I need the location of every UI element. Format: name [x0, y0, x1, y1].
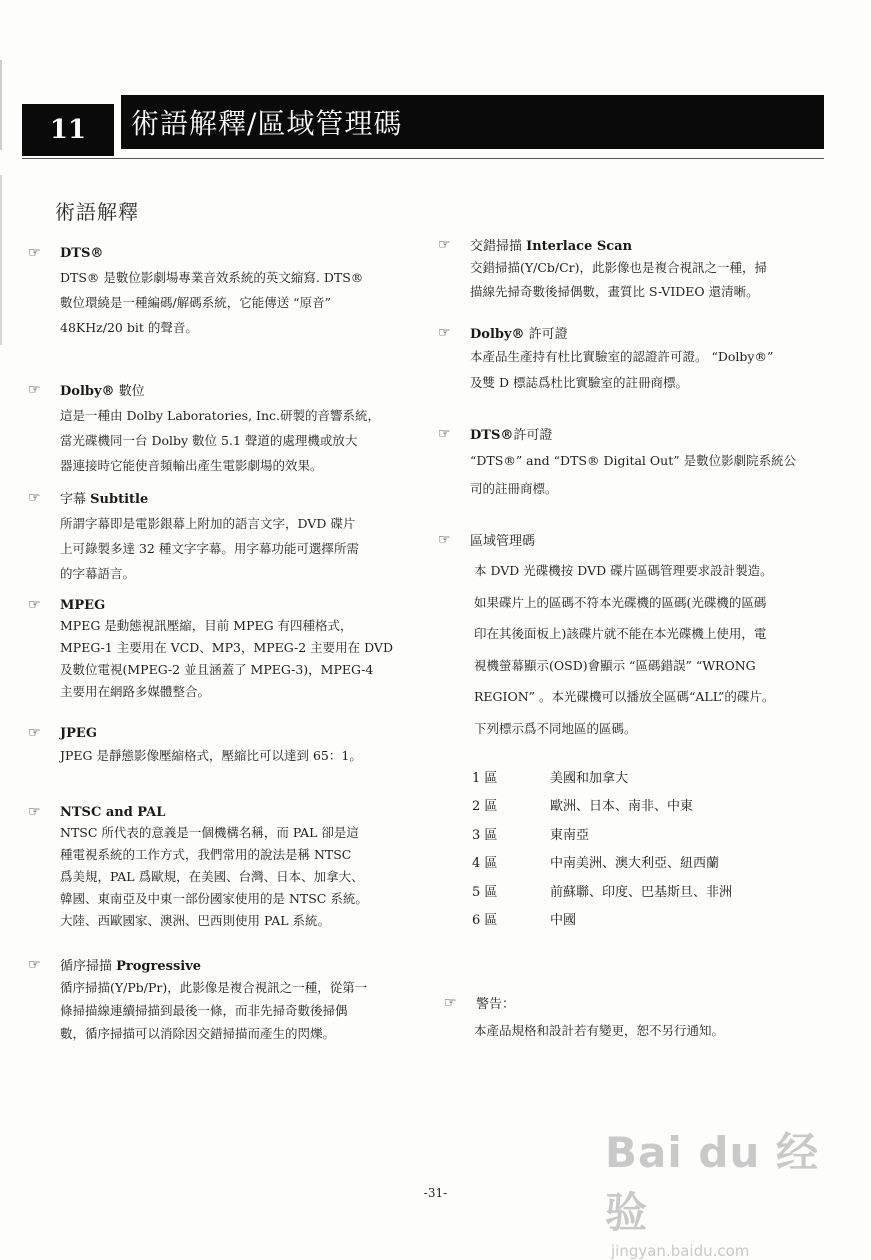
table-row: [472, 762, 732, 791]
region-code: 3 區: [472, 827, 498, 843]
entry-title: DTS®許可證: [470, 428, 553, 443]
pointing-hand-icon: ☞: [438, 236, 451, 253]
entry-interlace-scan: [438, 235, 767, 304]
region-area: 前蘇聯、印度、巴基斯旦、非洲: [550, 884, 733, 900]
table-row: [472, 791, 732, 820]
entry-body: 交錯掃描(Y/Cb/Cr)，此影像也是複合視訊之一種，掃 描線先掃奇數後掃偶數，畫質比 S-VIDEO 還清晰。: [470, 260, 768, 299]
entry-body: 本產品生產持有杜比實驗室的認證許可證。 “Dolby®” 及雙 D 標誌爲杜比實驗室的註冊商標。: [470, 349, 774, 390]
pointing-hand-icon: ☞: [444, 994, 457, 1011]
chapter-title: [121, 95, 824, 149]
region-code: 1 區: [472, 770, 498, 786]
baidu-logo: Bai du 经验: [605, 1128, 819, 1237]
entry-title: 交錯掃描 Interlace Scan: [470, 239, 633, 254]
pointing-hand-icon: ☞: [28, 956, 41, 973]
table-row: [472, 876, 732, 905]
region-area: 中南美洲、澳大利亞、紐西蘭: [550, 856, 720, 872]
entry-body: DTS® 是數位影劇場專業音效系統的英文縮寫. DTS® 數位環繞是一種編碼/解碼系統，它能傳送 “原音” 48KHz/20 bit 的聲音。: [60, 270, 364, 335]
region-code: 2 區: [472, 799, 498, 815]
pointing-hand-icon: ☞: [438, 531, 451, 548]
pointing-hand-icon: ☞: [28, 804, 41, 820]
pointing-hand-icon: ☞: [28, 381, 41, 398]
table-row: [472, 848, 732, 877]
entry-title: 區域管理碼: [470, 534, 536, 549]
entry-body: JPEG 是靜態影像壓縮格式，壓縮比可以達到 65：1。: [60, 748, 362, 763]
entry-warning: [444, 993, 724, 1043]
scan-edge-mark: [0, 60, 2, 150]
entry-dts-license: [438, 424, 796, 503]
pointing-hand-icon: ☞: [28, 489, 41, 506]
region-code: 5 區: [472, 884, 498, 900]
watermark: [605, 1120, 825, 1260]
pointing-hand-icon: ☞: [438, 324, 451, 341]
entry-title: Dolby® 數位: [60, 384, 145, 399]
entry-title: NTSC and PAL: [60, 804, 166, 820]
entry-body: MPEG 是動態視訊壓縮，目前 MPEG 有四種格式， MPEG-1 主要用在 VCD、MP3，MPEG-2 主要用在 DVD 及數位電視(MPEG-2 並且涵蓋了 MPEG-3)，MPEG-4 主要用在網路多媒體整合。: [60, 618, 393, 699]
region-area: 東南亞: [550, 827, 590, 843]
section-heading: 術語解釋: [55, 200, 139, 224]
warning-title: 警告：: [476, 997, 516, 1012]
pointing-hand-icon: ☞: [438, 425, 451, 442]
entry-mpeg: [28, 597, 393, 703]
entry-dolby-digital: [28, 380, 380, 478]
warning-text: 本產品規格和設計若有變更，恕不另行通知。: [474, 1023, 725, 1038]
entry-body: NTSC 所代表的意義是一個機構名稱，而 PAL 卻是這 種電視系統的工作方式，我們常用的說法是稱 NTSC 爲美規，PAL 爲歐規，在美國、台灣、日本、加拿大、 韓國、東南亞及中東一部份國家使用的是 NTSC 系統。 大陸、西歐國家、澳洲、巴西則使用 PAL 系統。: [60, 825, 368, 928]
entry-title: 循序掃描 Progressive: [60, 959, 202, 974]
entry-body: 循序掃描(Y/Pb/Pr)，此影像是複合視訊之一種，從第一 條掃描線連續掃描到最後一條，而非先掃奇數後掃偶 數，循序掃描可以消除因交錯掃描而產生的閃爍。: [60, 980, 368, 1041]
entry-dts: [28, 245, 363, 340]
entry-body: 本 DVD 光碟機按 DVD 碟片區碼管理要求設計製造。 如果碟片上的區碼不符本光碟機的區碼(光碟機的區碼 印在其後面板上)該碟片就不能在本光碟機上使用，電 視機螢幕顯示(OSD)會顯示 “區碼錯誤” “WRONG REGION” 。本光碟機可以播放全區碼“ALL”的碟片。 下列標示爲不同地區的區碼。: [474, 563, 775, 736]
region-area: 美國和加拿大: [550, 770, 629, 786]
entry-body: “DTS®” and “DTS® Digital Out” 是數位影劇院系統公 司的註冊商標。: [470, 453, 797, 496]
pointing-hand-icon: ☞: [28, 725, 41, 741]
entry-progressive: [28, 955, 367, 1045]
pointing-hand-icon: ☞: [28, 245, 41, 261]
scan-edge-mark: [0, 175, 2, 345]
entry-dolby-license: [438, 323, 773, 396]
table-row: [472, 819, 732, 848]
chapter-number: 11: [22, 104, 114, 156]
pointing-hand-icon: ☞: [28, 597, 41, 613]
region-code-table: [472, 762, 732, 933]
entry-region-code: [438, 530, 774, 744]
chapter-title-text: 術語解釋/區域管理碼: [131, 107, 403, 140]
entry-body: 所謂字幕即是電影銀幕上附加的語言文字，DVD 碟片 上可錄製多達 32 種文字字幕。用字幕功能可選擇所需 的字幕語言。: [60, 516, 359, 581]
page-number: -31-: [423, 1186, 448, 1200]
watermark-url: jingyan.baidu.com: [611, 1242, 750, 1260]
region-code: 4 區: [472, 856, 498, 872]
region-area: 歐洲、日本、南非、中東: [550, 799, 694, 815]
entry-title: MPEG: [60, 597, 106, 613]
region-area: 中國: [550, 913, 577, 929]
entry-subtitle: [28, 488, 359, 586]
entry-ntsc-pal: [28, 804, 368, 932]
entry-jpeg: [28, 725, 362, 768]
title-divider: [22, 158, 824, 159]
entry-title: JPEG: [60, 725, 97, 741]
entry-title: Dolby® 許可證: [470, 327, 568, 342]
region-code: 6 區: [472, 913, 498, 929]
entry-title: 字幕 Subtitle: [60, 492, 149, 507]
entry-title: DTS®: [60, 245, 104, 261]
entry-body: 這是一種由 Dolby Laboratories, Inc.研製的音響系統， 當光碟機同一台 Dolby 數位 5.1 聲道的處理機或放大 器連接時它能使音頻輸出產生電影劇場的效果。: [60, 408, 381, 473]
table-row: [472, 905, 732, 934]
